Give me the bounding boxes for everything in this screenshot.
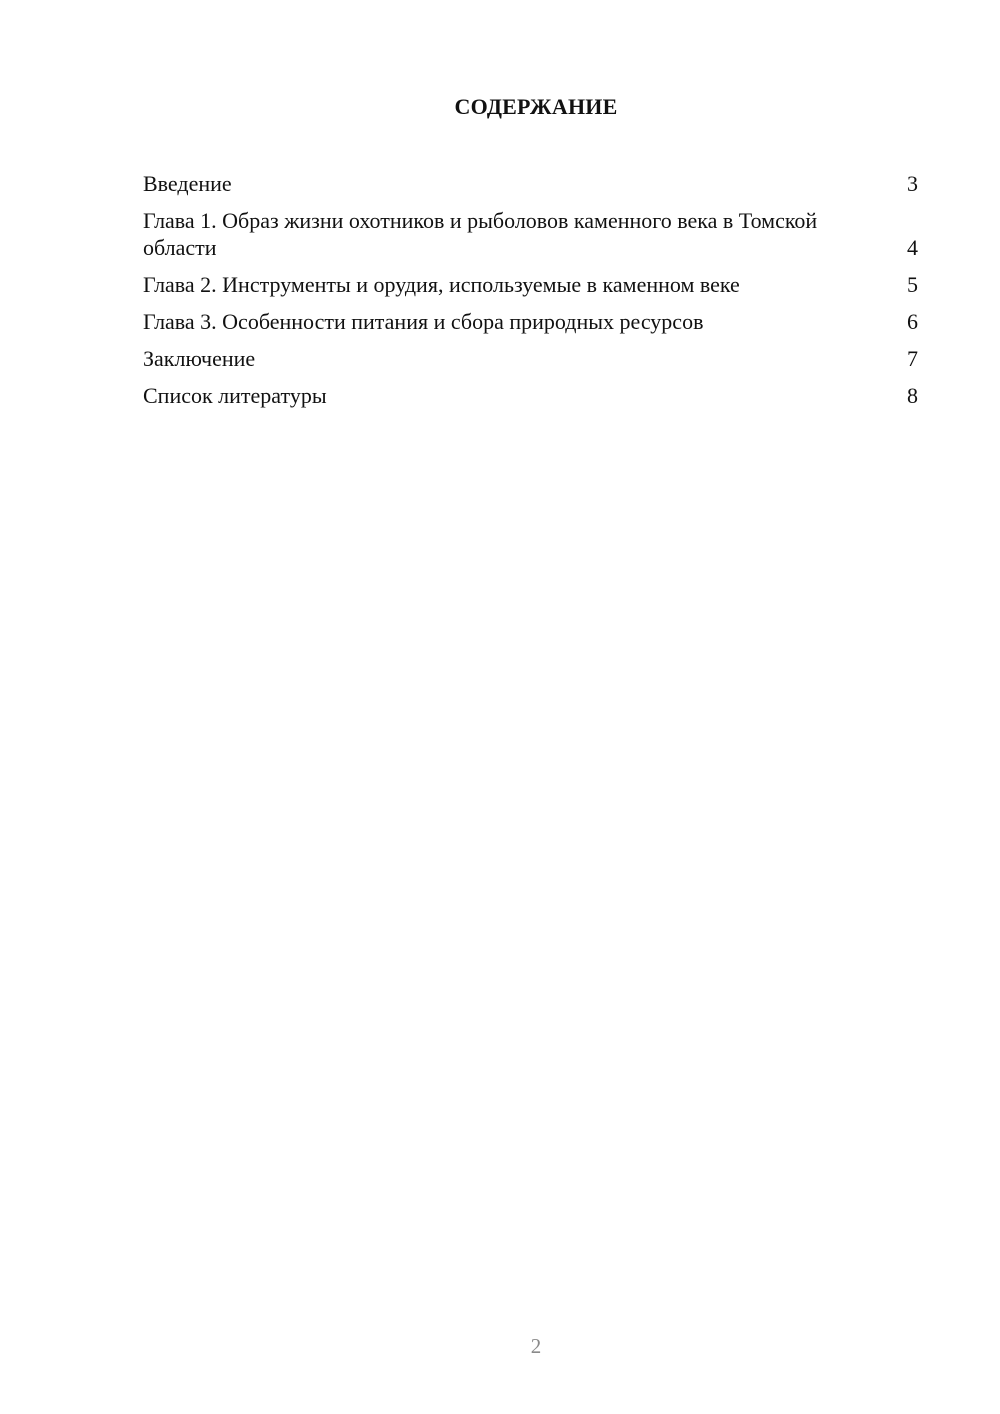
table-of-contents	[143, 170, 918, 419]
toc-entry-title: Глава 3. Особенности питания и сбора природных ресурсов	[143, 309, 704, 334]
toc-entry-title: Заключение	[143, 346, 256, 371]
page-title: СОДЕРЖАНИЕ	[454, 94, 618, 119]
toc-entry-page: 7	[907, 346, 918, 371]
toc-entry-introduction	[143, 170, 918, 197]
toc-entry-references	[143, 382, 918, 409]
toc-entry-chapter-3	[143, 308, 918, 335]
toc-entry-conclusion	[143, 345, 918, 372]
toc-entry-title: Глава 2. Инструменты и орудия, используемые в каменном веке	[143, 272, 740, 297]
toc-entry-title: Список литературы	[143, 383, 327, 408]
toc-entry-title: Глава 1. Образ жизни охотников и рыболовов каменного века в Томской области	[143, 208, 818, 260]
toc-entry-page: 4	[907, 235, 918, 260]
page-number: 2	[530, 1334, 542, 1358]
toc-entry-chapter-2	[143, 271, 918, 298]
toc-entry-page: 3	[907, 171, 918, 196]
toc-entry-chapter-1	[143, 207, 918, 261]
toc-entry-page: 5	[907, 272, 918, 297]
toc-entry-title: Введение	[143, 171, 232, 196]
toc-entry-page: 8	[907, 383, 918, 408]
toc-entry-page: 6	[907, 309, 918, 334]
